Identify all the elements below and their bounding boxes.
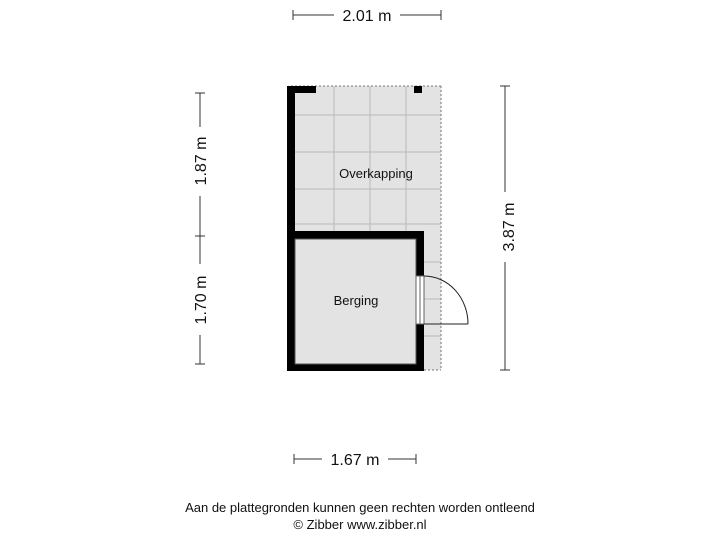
dimension-left-upper-label: 1.87 m <box>193 136 210 186</box>
room-label-overkapping: Overkapping <box>339 166 413 181</box>
door <box>416 276 468 324</box>
dimension-left-lower-label: 1.70 m <box>193 275 210 325</box>
dimension-bottom-label: 1.67 m <box>330 452 380 469</box>
footer-copyright: © Zibber www.zibber.nl <box>293 517 427 532</box>
room-label-berging: Berging <box>333 293 379 308</box>
overkapping-floor <box>291 86 441 234</box>
dimension-right-label: 3.87 m <box>501 202 518 252</box>
footer-disclaimer: Aan de plattegronden kunnen geen rechten worden ontleend <box>185 500 535 515</box>
dimension-top-label: 2.01 m <box>342 8 392 25</box>
